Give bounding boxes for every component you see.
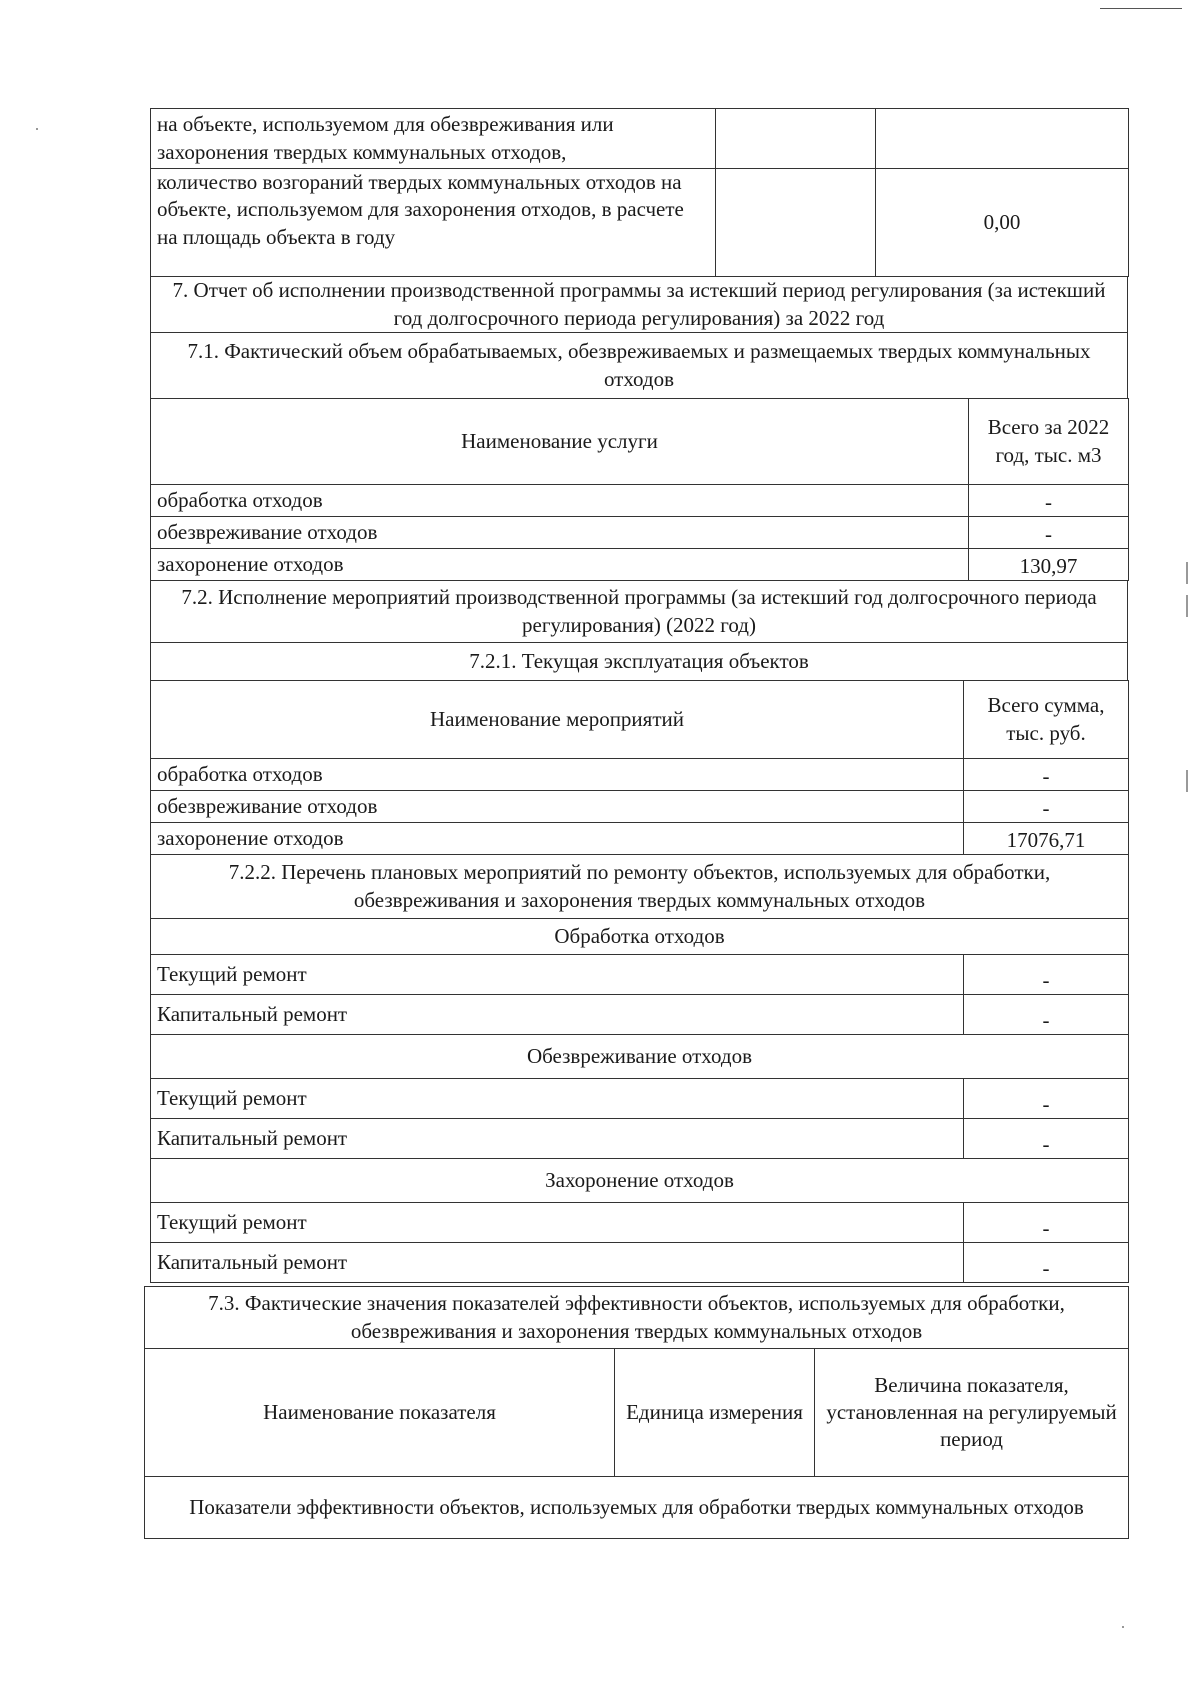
table71-row-name: захоронение отходов [151,549,969,581]
table721-header-name: Наименование мероприятий [151,681,964,759]
section72-block [150,580,1128,681]
section72-title: 7.2. Исполнение мероприятий производственной программы (за истекший год долгосрочного периода регулирования) (2022 год) [151,581,1128,643]
top-row2-value: 0,00 [876,169,1129,277]
top-row2-text: количество возгораний твердых коммунальных отходов на объекте, используемом для захоронения отходов, в расчете на площадь объекта в году [151,169,716,277]
table-71 [150,398,1128,581]
repair-row-value: - [964,1079,1129,1119]
top-row2-cell [716,169,876,277]
table-721 [150,680,1128,855]
section721-title: 7.2.1. Текущая эксплуатация объектов [151,643,1128,681]
table73-header-name: Наименование показателя [145,1349,615,1477]
table71-row-value: - [969,485,1129,517]
repair-row-name: Капитальный ремонт [151,1243,964,1283]
top-row1-cell [716,109,876,169]
table721-row-name: захоронение отходов [151,823,964,855]
repair-row-name: Капитальный ремонт [151,995,964,1035]
table71-row-value: 130,97 [969,549,1129,581]
repair-row-name: Капитальный ремонт [151,1119,964,1159]
table73-header-value: Величина показателя, установленная на регулируемый период [815,1349,1129,1477]
section722-title: 7.2.2. Перечень плановых мероприятий по ремонту объектов, используемых для обработки, обезвреживания и захоронения твердых коммунальных отходов [151,855,1129,919]
table73-subheading: Показатели эффективности объектов, используемых для обработки твердых коммунальных отходов [145,1477,1129,1539]
top-table [150,108,1128,277]
repair-row-name: Текущий ремонт [151,1079,964,1119]
table721-row-value: - [964,759,1129,791]
table721-row-name: обработка отходов [151,759,964,791]
section7-block [150,276,1128,399]
repair-row-value: - [964,1243,1129,1283]
repair-row-value: - [964,1203,1129,1243]
repair-row-name: Текущий ремонт [151,1203,964,1243]
top-row1-text: на объекте, используемом для обезвреживания или захоронения твердых коммунальных отходов, [151,109,716,169]
table71-row-value: - [969,517,1129,549]
group-heading: Обработка отходов [151,919,1129,955]
scan-mark [1122,1626,1124,1628]
repair-row-name: Текущий ремонт [151,955,964,995]
scan-mark [1186,770,1188,792]
table721-row-name: обезвреживание отходов [151,791,964,823]
table73-header-unit: Единица измерения [615,1349,815,1477]
scan-corner-line [1100,8,1182,9]
section71-title: 7.1. Фактический объем обрабатываемых, обезвреживаемых и размещаемых твердых коммунальных отходов [151,333,1128,399]
repair-row-value: - [964,955,1129,995]
table71-header-total: Всего за 2022 год, тыс. м3 [969,399,1129,485]
group-heading: Обезвреживание отходов [151,1035,1129,1079]
section7-title: 7. Отчет об исполнении производственной программы за истекший период регулирования (за истекший год долгосрочного периода регулирования) за 2022 год [151,277,1128,333]
table721-header-total: Всего сумма, тыс. руб. [964,681,1129,759]
table-722 [150,854,1128,1283]
top-row1-value [876,109,1129,169]
table721-row-value: 17076,71 [964,823,1129,855]
table721-row-value: - [964,791,1129,823]
table71-row-name: обработка отходов [151,485,969,517]
scan-mark [36,128,38,130]
table71-row-name: обезвреживание отходов [151,517,969,549]
section73-title: 7.3. Фактические значения показателей эффективности объектов, используемых для обработки, обезвреживания и захоронения твердых коммунальных отходов [145,1287,1129,1349]
scan-mark [1186,595,1188,617]
repair-row-value: - [964,1119,1129,1159]
table71-header-name: Наименование услуги [151,399,969,485]
group-heading: Захоронение отходов [151,1159,1129,1203]
repair-row-value: - [964,995,1129,1035]
table-73 [144,1286,1128,1539]
scan-mark [1186,562,1188,584]
